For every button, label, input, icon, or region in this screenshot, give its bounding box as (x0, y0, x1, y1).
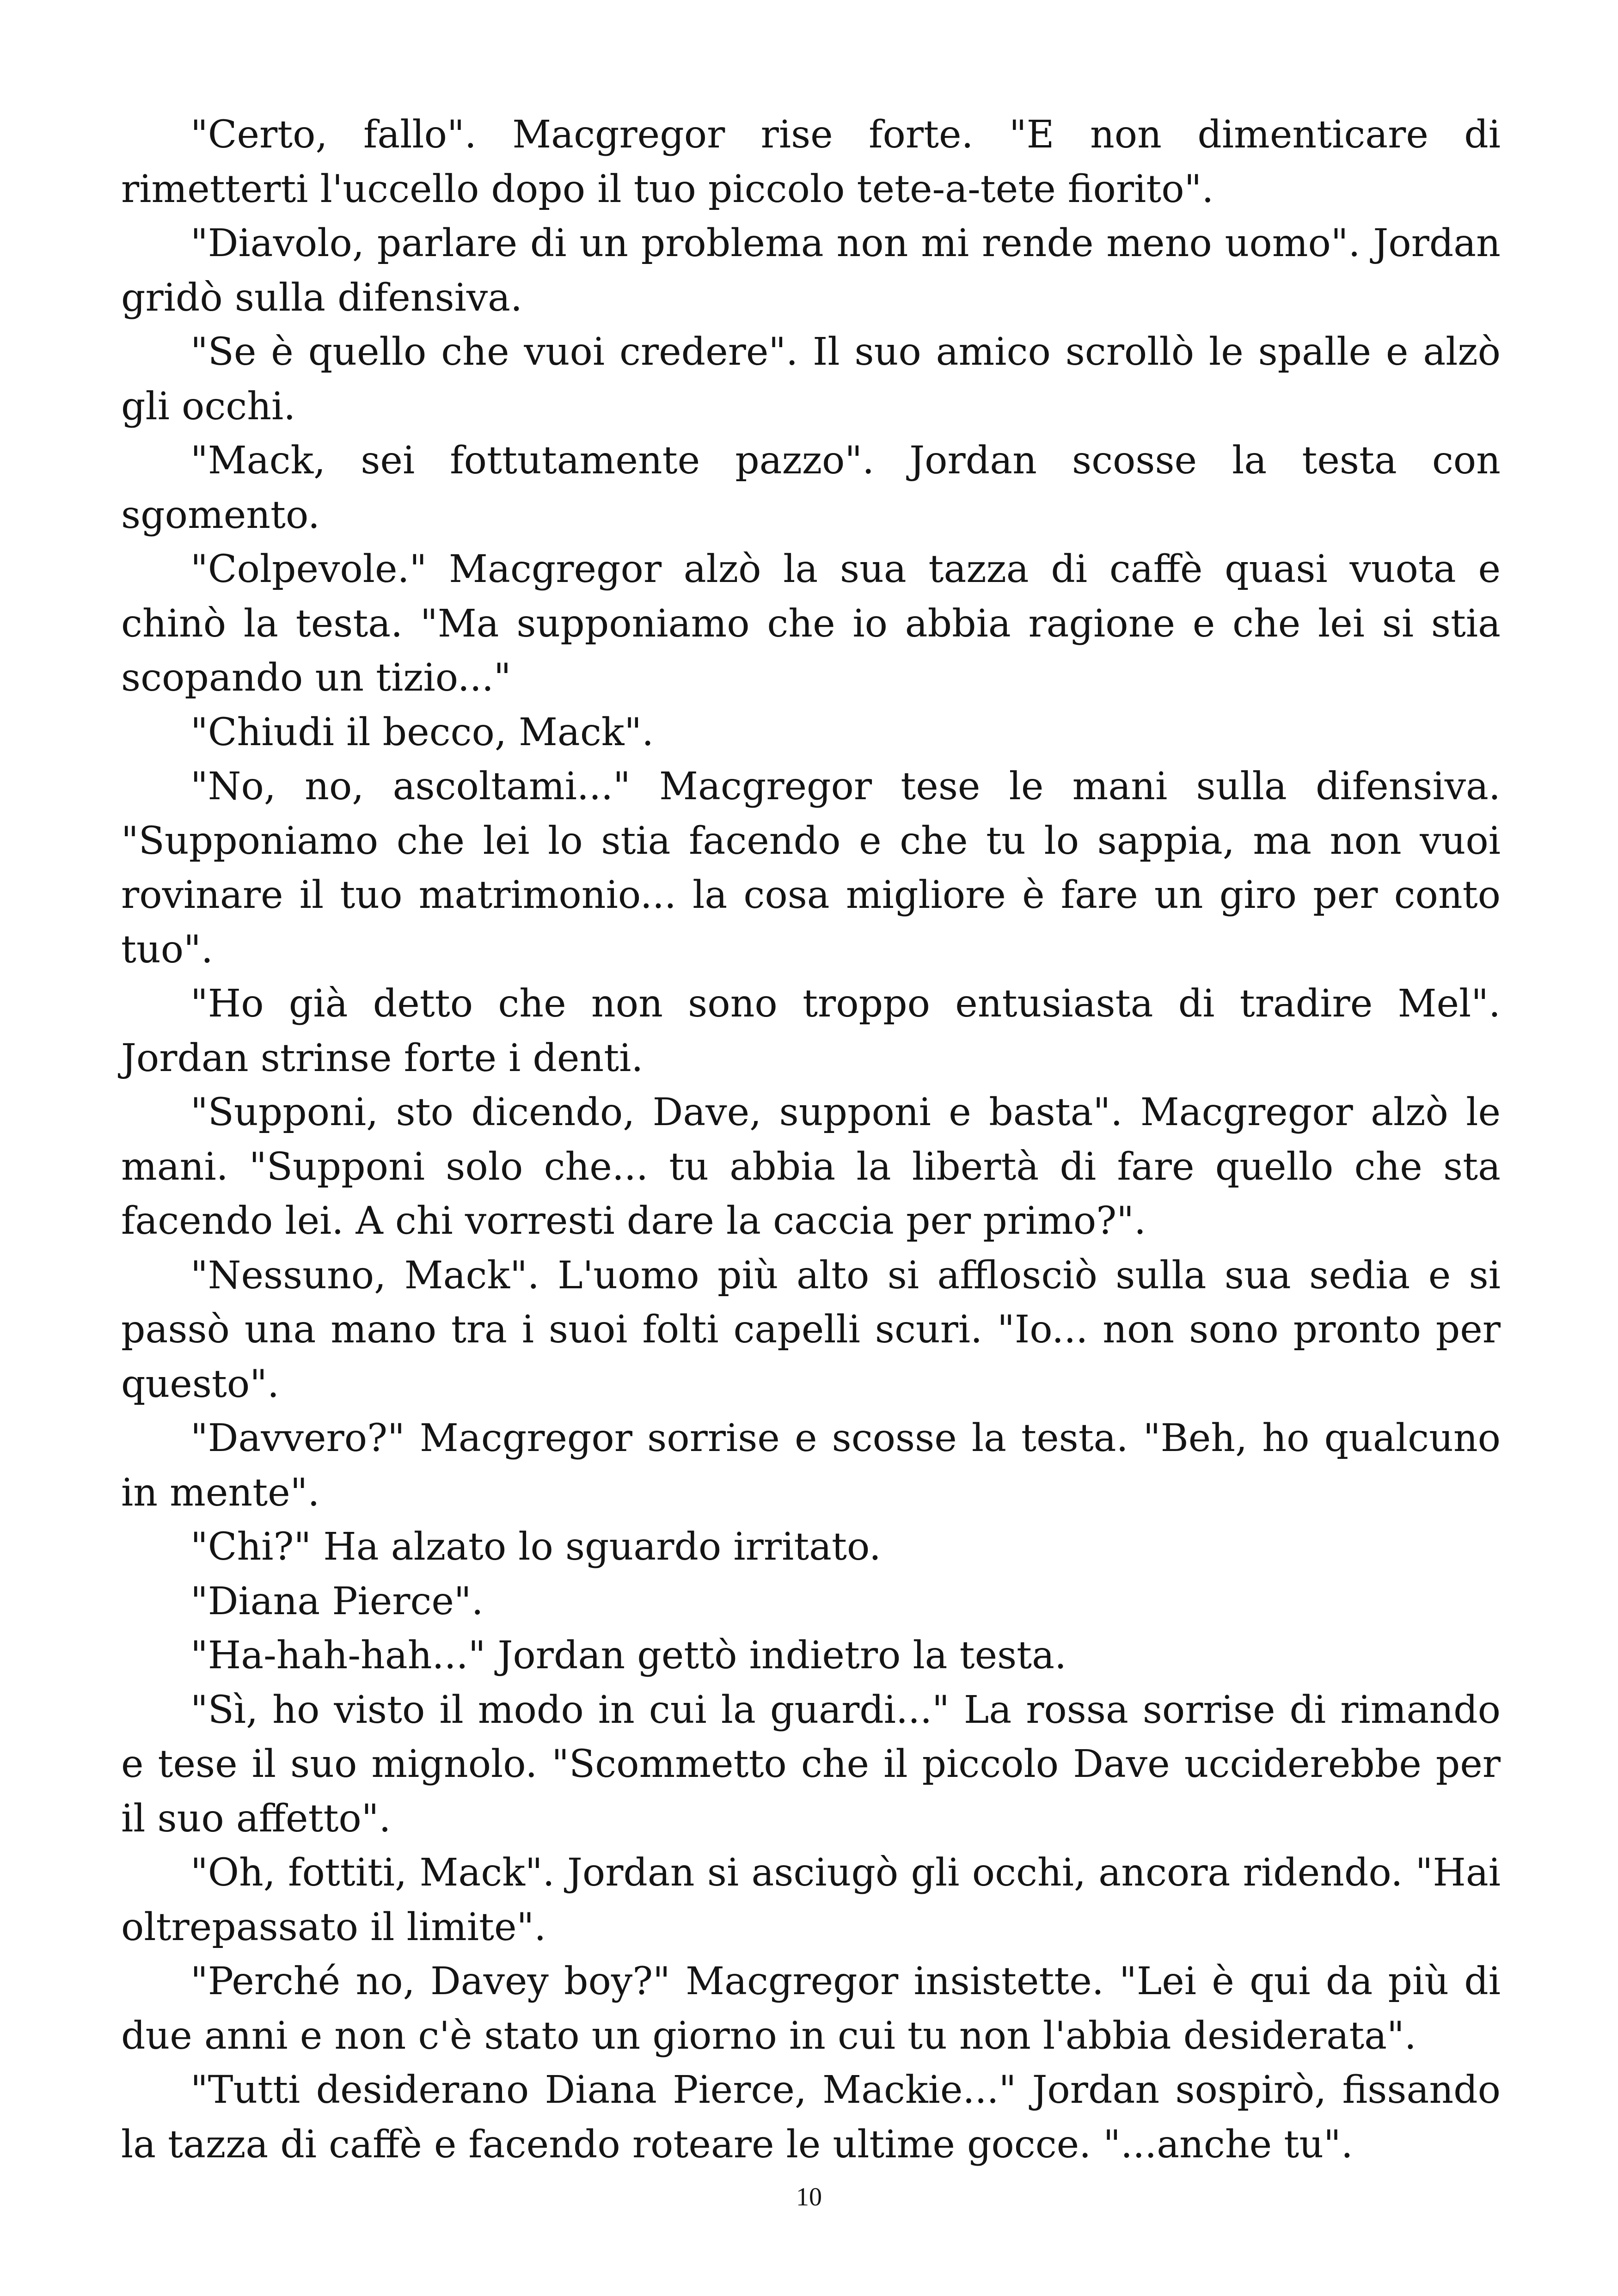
paragraph: "Tutti desiderano Diana Pierce, Mackie..." Jordan sospirò, fissando la tazza di caffè e facendo roteare le ultime gocce. "...anche tu". (121, 2068, 1501, 2167)
paragraph: "Ha-hah-hah..." Jordan gettò indietro la testa. (190, 1634, 1067, 1678)
paragraph: "Perché no, Davey boy?" Macgregor insistette. "Lei è qui da più di due anni e non c'è stato un giorno in cui tu non l'abbia desiderata". (121, 1959, 1501, 2058)
paragraph: "Nessuno, Mack". L'uomo più alto si afflosciò sulla sua sedia e si passò una mano tra i suoi folti capelli scuri. "Io... non sono pronto per questo". (121, 1253, 1501, 1406)
paragraph: "Davvero?" Macgregor sorrise e scosse la testa. "Beh, ho qualcuno in mente". (121, 1416, 1501, 1515)
paragraph: "Diavolo, parlare di un problema non mi rende meno uomo". Jordan gridò sulla difensiva. (121, 221, 1501, 320)
paragraph: "No, no, ascoltami..." Macgregor tese le mani sulla difensiva. "Supponiamo che lei lo stia facendo e che tu lo sappia, ma non vuoi rovinare il tuo matrimonio... la cosa migliore è fare un giro per conto tuo". (121, 765, 1501, 972)
paragraph: "Sì, ho visto il modo in cui la guardi..." La rossa sorrise di rimando e tese il suo mignolo. "Scommetto che il piccolo Dave ucciderebbe per il suo affetto". (121, 1688, 1501, 1841)
paragraph: "Chi?" Ha alzato lo sguardo irritato. (190, 1525, 881, 1569)
paragraph: "Mack, sei fottutamente pazzo". Jordan scosse la testa con sgomento. (121, 439, 1501, 537)
paragraph: "Certo, fallo". Macgregor rise forte. "E non dimenticare di rimetterti l'uccello dopo il tuo piccolo tete-a-tete fiorito". (121, 113, 1501, 211)
paragraph: "Chiudi il becco, Mack". (190, 710, 654, 754)
paragraph: "Supponi, sto dicendo, Dave, supponi e basta". Macgregor alzò le mani. "Supponi solo che... tu abbia la libertà di fare quello che sta facendo lei. A chi vorresti dare la caccia per primo?". (121, 1090, 1501, 1243)
paragraph: "Oh, fottiti, Mack". Jordan si asciugò gli occhi, ancora ridendo. "Hai oltrepassato il limite". (121, 1851, 1501, 1949)
paragraph: "Colpevole." Macgregor alzò la sua tazza di caffè quasi vuota e chinò la testa. "Ma supponiamo che io abbia ragione e che lei si stia scopando un tizio..." (121, 547, 1501, 700)
body-text (121, 108, 1501, 2172)
paragraph: "Se è quello che vuoi credere". Il suo amico scrollò le spalle e alzò gli occhi. (121, 330, 1501, 429)
paragraph: "Ho già detto che non sono troppo entusiasta di tradire Mel". Jordan strinse forte i denti. (121, 982, 1501, 1080)
paragraph: "Diana Pierce". (190, 1579, 484, 1623)
page-number: 10 (796, 2183, 822, 2211)
